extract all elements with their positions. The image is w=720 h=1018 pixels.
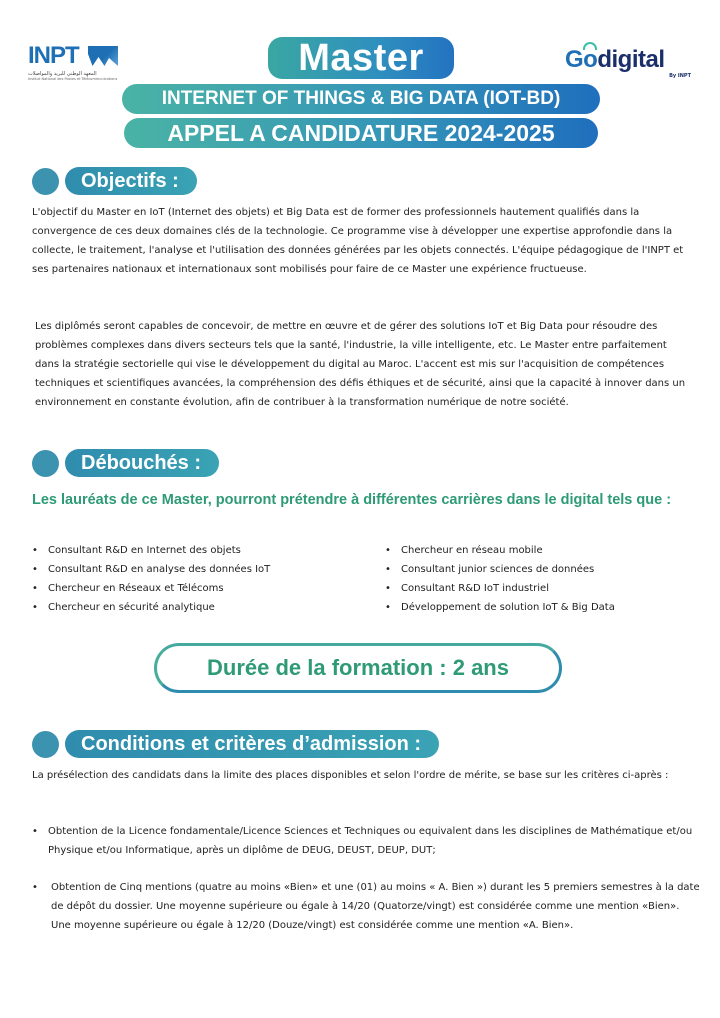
list-item: • Obtention de Cinq mentions (quatre au moins «Bien» et une (01) au moins « A. Bien ») durant les 5 premiers semestres à la date de dépôt du dossier. Une moyenne supérieure ou égale à 14/20 (Quatorze/vingt) est considérée comme une mention «Bien». Une moyenne supérieure ou égale à 12/20 (Douze/vingt) est considérée comme une mention «A. Bien». — [32, 878, 700, 935]
careers-list-right — [385, 541, 705, 617]
list-item: • Consultant junior sciences de données — [385, 560, 705, 579]
godigital-logo — [565, 46, 695, 86]
admission-criteria-2 — [32, 878, 700, 935]
list-item: • Consultant R&D en analyse des données IoT — [32, 560, 372, 579]
section-bullet-icon — [32, 168, 59, 195]
program-title: INTERNET OF THINGS & BIG DATA (IOT-BD) — [122, 84, 600, 114]
godigital-go: Go — [565, 46, 598, 73]
section-bullet-icon — [32, 731, 59, 758]
objectifs-paragraph-1: L'objectif du Master en IoT (Internet des objets) et Big Data est de former des professionnels hautement qualifiés dans la convergence de ces deux domaines clés de la technologie. Ce programme vise à développer une expertise approfondie dans la collecte, le traitement, l'analyse et l'utilisation des données générées par les objets connectés. L'équipe pédagogique de l'INPT et ses partenaires nationaux et internationaux sont mobilisés pour faire de ce Master une expérience fructueuse. — [32, 207, 684, 275]
godigital-digital: digital — [597, 46, 665, 73]
section-title-objectifs: Objectifs : — [65, 167, 197, 195]
list-item: • Obtention de la Licence fondamentale/Licence Sciences et Techniques ou equivalent dans les disciplines de Mathématique et/ou Physique et/ou Informatique, après un diplôme de DEUG, DEUST, DEUP, DUT; — [32, 822, 700, 860]
list-item: • Développement de solution IoT & Big Data — [385, 598, 705, 617]
duration-badge: Durée de la formation : 2 ans — [154, 643, 562, 693]
section-title-debouches: Débouchés : — [65, 449, 219, 477]
objectifs-paragraph-2: Les diplômés seront capables de concevoir, de mettre en œuvre et de gérer des solutions IoT et Big Data pour résoudre des problèmes complexes dans divers secteurs tels que la santé, l'industrie, la ville intelligente, etc. Le Master entre parfaitement dans la stratégie sectorielle qui vise le développement du digital au Maroc. L'accent est mis sur l'acquisition de compétences techniques et scientifiques avancées, la compréhension des défis éthiques et de sécurité, ainsi que la capacité à innover dans un environnement en constante évolution, afin de contribuer à la transformation numérique de notre société. — [35, 321, 686, 408]
list-item: • Chercheur en sécurité analytique — [32, 598, 372, 617]
inpt-logo-subtitle: Institut National des Postes et Télécommunications — [28, 77, 118, 81]
list-item: • Consultant R&D IoT industriel — [385, 579, 705, 598]
list-item: • Chercheur en Réseaux et Télécoms — [32, 579, 372, 598]
careers-list-left — [32, 541, 372, 617]
section-title-admission: Conditions et critères d’admission : — [65, 730, 439, 758]
admission-criteria-1 — [32, 822, 700, 860]
list-item: • Chercheur en réseau mobile — [385, 541, 705, 560]
section-bullet-icon — [32, 450, 59, 477]
admission-intro: La présélection des candidats dans la limite des places disponibles et selon l'ordre de mérite, se base sur les critères ci-après : — [32, 770, 669, 781]
section-header-admission — [32, 730, 439, 758]
list-item: • Consultant R&D en Internet des objets — [32, 541, 372, 560]
page-title: Master — [268, 37, 454, 79]
inpt-logo-word: INPT — [28, 42, 79, 69]
call-title: APPEL A CANDIDATURE 2024-2025 — [124, 118, 598, 148]
inpt-logo-arabic: المعهد الوطني للبريد والمواصلات — [28, 71, 97, 77]
wifi-icon — [583, 42, 597, 50]
header — [0, 0, 720, 160]
godigital-by: By INPT — [669, 73, 691, 79]
section-header-objectifs — [32, 167, 197, 195]
section-header-debouches — [32, 449, 219, 477]
debouches-lead: Les lauréats de ce Master, pourront prétendre à différentes carrières dans le digital tels que : — [32, 492, 672, 508]
inpt-logo — [28, 44, 118, 90]
